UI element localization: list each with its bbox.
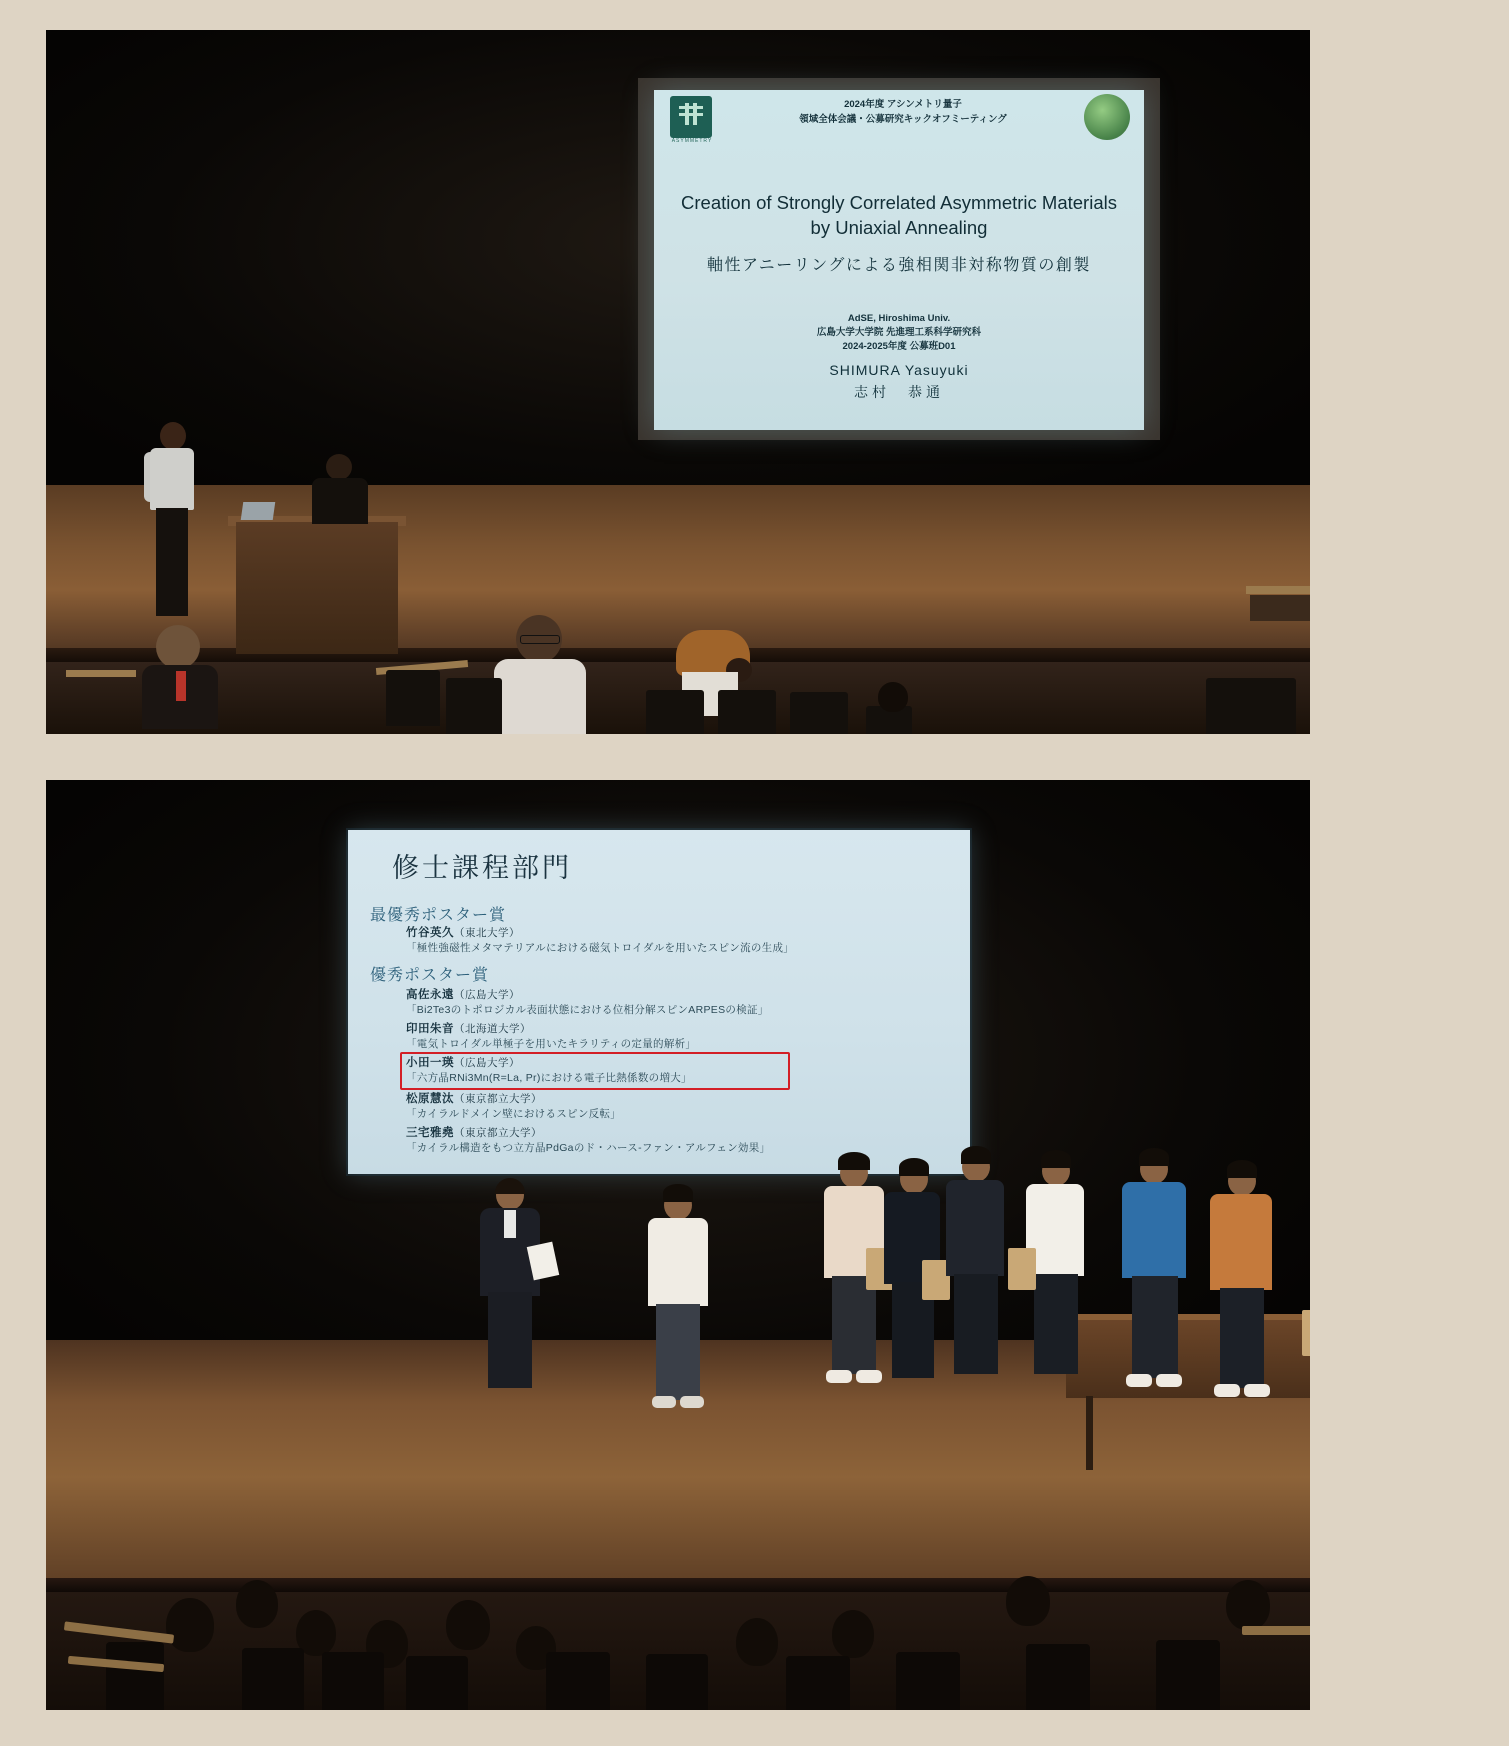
audience-head <box>236 1580 278 1628</box>
award-entry-affiliation: （広島大学） <box>454 1057 520 1069</box>
auditorium-seat <box>386 670 440 726</box>
green-circle-logo-icon <box>1084 94 1130 140</box>
award-entry-name: 松原慧汰（東京都立大学） <box>406 1093 542 1105</box>
aisle-rail <box>1242 1626 1310 1635</box>
auditorium-seat <box>106 1642 164 1710</box>
award-entry-title: 「カイラルドメイン壁におけるスピン反転」 <box>406 1108 622 1120</box>
auditorium-seat <box>546 1652 610 1710</box>
audience-head <box>878 682 908 712</box>
gift-bag <box>1302 1310 1310 1356</box>
conference-presentation-photo <box>46 30 1310 734</box>
audience-head <box>736 1618 778 1666</box>
award-entry <box>406 1126 770 1156</box>
lectern <box>236 522 398 654</box>
section-heading-best-poster: 最優秀ポスター賞 <box>370 907 507 924</box>
award-entry <box>406 988 769 1018</box>
award-results-slide <box>348 830 970 1174</box>
award-entry <box>406 926 794 956</box>
award-entry-title: 「電気トロイダル単極子を用いたキラリティの定量的解析」 <box>406 1038 697 1050</box>
slide-header-line-2: 領域全体会議・公募研究キックオフミーティング <box>799 114 1007 125</box>
auditorium-seat <box>446 678 502 734</box>
award-entry-affiliation: （東京都立大学） <box>454 1127 542 1139</box>
award-entry-name: 高佐永遠（広島大学） <box>406 989 520 1001</box>
award-recipient <box>1122 1148 1192 1402</box>
affiliation-line-3: 2024-2025年度 公募班D01 <box>842 341 956 352</box>
award-recipient <box>646 1184 712 1414</box>
auditorium-seat <box>646 690 704 734</box>
slide-title-en-line-2: by Uniaxial Annealing <box>810 217 988 238</box>
award-recipient <box>1210 1162 1276 1408</box>
award-recipient <box>822 1152 888 1392</box>
stage-right-table <box>1250 595 1310 621</box>
standing-speaker <box>144 422 200 622</box>
stage-edge <box>46 1578 1310 1592</box>
award-entry <box>406 1092 621 1122</box>
section-heading-excellent-poster: 優秀ポスター賞 <box>370 967 490 984</box>
presenter-name-ja: 志村 恭通 <box>854 384 944 400</box>
award-entry-title: 「六方晶RNi3Mn(R=La, Pr)における電子比熱係数の増大」 <box>406 1072 692 1084</box>
auditorium-seat <box>1156 1640 1220 1710</box>
award-entry-affiliation: （北海道大学） <box>454 1023 531 1035</box>
award-recipient <box>946 1148 1008 1394</box>
auditorium-seat <box>1026 1644 1090 1710</box>
auditorium-seat <box>322 1652 384 1710</box>
slide-header-text <box>732 97 1074 127</box>
award-recipient <box>1024 1152 1088 1398</box>
slide-title: 修士課程部門 <box>392 853 572 883</box>
award-entry <box>406 1022 696 1052</box>
seat-rail <box>66 670 136 677</box>
award-entry-name: 三宅雅堯（東京都立大学） <box>406 1127 542 1139</box>
slide-title-ja: 軸性アニーリングによる強相関非対称物質の創製 <box>707 257 1091 274</box>
auditorium-seat <box>718 690 776 734</box>
affiliation-line-1: AdSE, Hiroshima Univ. <box>847 313 951 324</box>
award-entry-highlighted <box>406 1056 692 1086</box>
auditorium-seat <box>406 1656 468 1710</box>
audience-head <box>1226 1580 1270 1630</box>
auditorium-seat <box>896 1652 960 1710</box>
award-entry-title: 「Bi2Te3のトポロジカル表面状態における位相分解スピンARPESの検証」 <box>406 1004 769 1016</box>
presenter-name-en: SHIMURA Yasuyuki <box>829 362 969 378</box>
award-entry-affiliation: （東北大学） <box>454 927 520 939</box>
table-leg <box>1086 1396 1093 1470</box>
laptop <box>241 502 276 520</box>
affiliation-line-2: 広島大学大学院 先進理工系科学研究科 <box>816 327 982 338</box>
slide-affiliation <box>678 312 1120 354</box>
award-entry-title: 「カイラル構造をもつ立方晶PdGaのド・ハース-ファン・アルフェン効果」 <box>406 1142 771 1154</box>
award-entry-affiliation: （広島大学） <box>454 989 520 1001</box>
asymmetry-logo-icon <box>670 96 712 138</box>
projection-screen <box>654 90 1144 430</box>
award-entry-name: 小田一瑛（広島大学） <box>406 1057 520 1069</box>
poster-award-ceremony-photo <box>46 780 1310 1710</box>
award-entry-affiliation: （東京都立大学） <box>454 1093 542 1105</box>
auditorium-seat <box>790 692 848 734</box>
audience-head <box>166 1598 214 1652</box>
slide-header-line-1: 2024年度 アシンメトリ量子 <box>844 99 962 110</box>
auditorium-seat <box>1206 678 1296 734</box>
asymmetry-logo-label: ASYMMETRY <box>671 138 713 144</box>
audience-head <box>832 1610 874 1658</box>
slide-title-en <box>678 190 1120 240</box>
foreground-person-left <box>142 625 222 734</box>
audience-head <box>1006 1576 1050 1626</box>
auditorium-seat <box>786 1656 850 1710</box>
title-slide <box>654 90 1144 430</box>
award-entry-title: 「極性強磁性メタマテリアルにおける磁気トロイダルを用いたスピン流の生成」 <box>406 942 795 954</box>
auditorium-seat <box>242 1648 304 1710</box>
person-at-lectern <box>304 454 378 530</box>
seat-rail <box>1246 586 1310 594</box>
award-entry-name: 竹谷英久（東北大学） <box>406 927 520 939</box>
foreground-person-center <box>494 615 589 734</box>
award-recipient <box>884 1160 944 1396</box>
audience-head <box>446 1600 490 1650</box>
auditorium-seat <box>646 1654 708 1710</box>
slide-header <box>654 90 1144 142</box>
award-entry-name: 印田朱音（北海道大学） <box>406 1023 531 1035</box>
ceremony-host <box>478 1180 558 1400</box>
slide-title-en-line-1: Creation of Strongly Correlated Asymmetric Materials <box>681 192 1117 213</box>
